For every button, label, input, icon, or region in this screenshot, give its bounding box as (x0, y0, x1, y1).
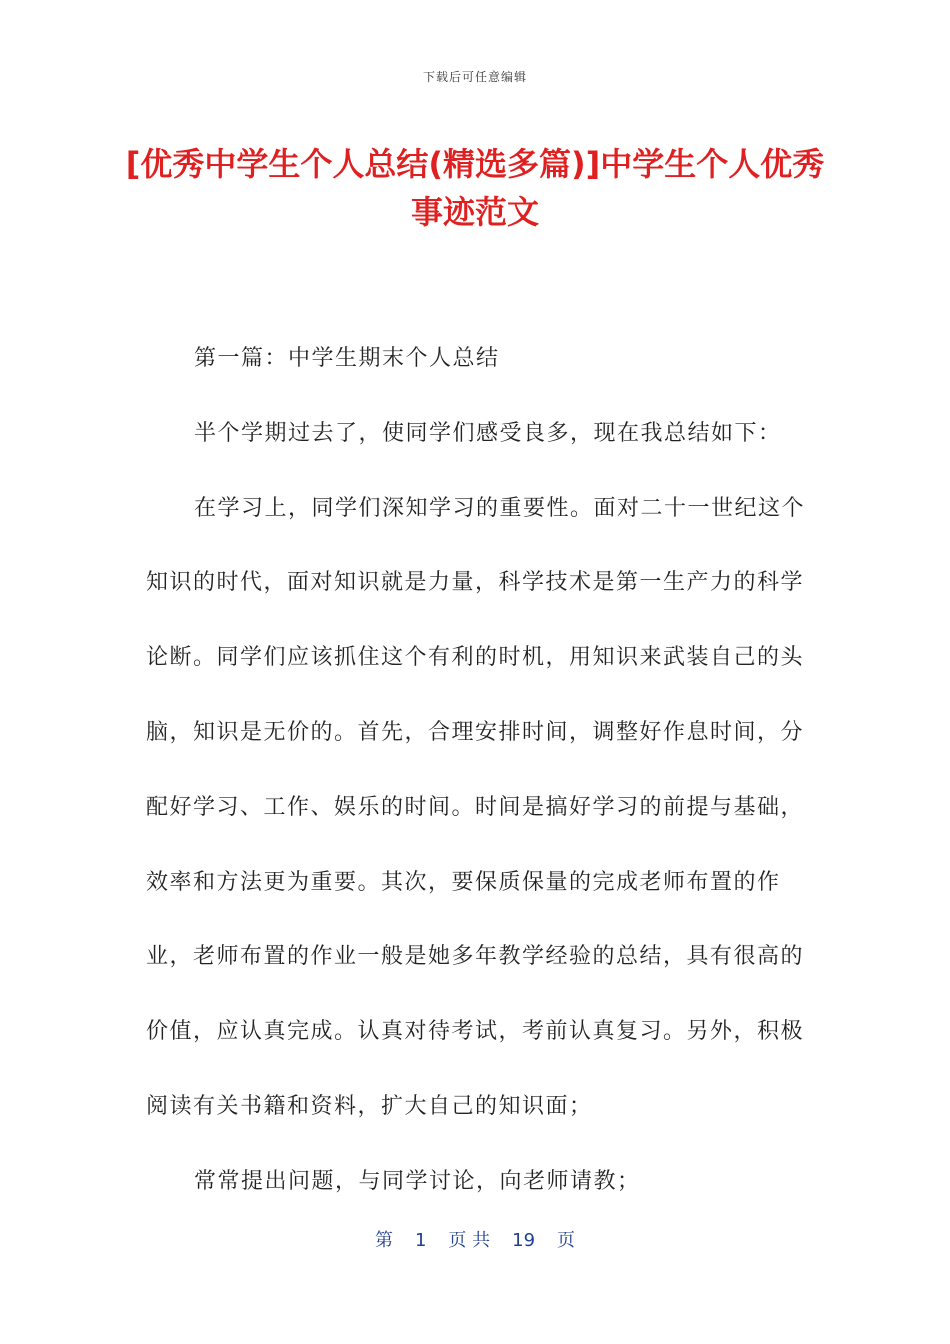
footer-suffix: 页 (557, 1230, 576, 1251)
paragraph: 常常提出问题，与同学讨论，向老师请教； (194, 1168, 641, 1194)
header-note: 下载后可任意编辑 (422, 70, 527, 84)
footer-current-page: 1 (414, 1230, 427, 1251)
paragraph: 半个学期过去了，使同学们感受良多，现在我总结如下： (194, 420, 782, 446)
paragraph: 在学习上，同学们深知学习的重要性。面对二十一世纪这个知识的时代，面对知识就是力量，科学技术是第一生产力的科学论断。同学们应该抓住这个有利的时机，用知识来武装自己的头脑，知识是无价的。首先，合理安排时间，调整好作息时间，分配好学习、工作、娱乐的时间。时间是搞好学习的前提与基础，效率和方法更为重要。其次，要保质保量的完成老师布置的作业，老师布置的作业一般是她多年教学经验的总结，具有很高的价值，应认真完成。认真对待考试，考前认真复习。另外，积极阅读有关书籍和资料，扩大自己的知识面； (146, 495, 806, 1119)
document-title: [优秀中学生个人总结(精选多篇)]中学生个人优秀事迹范文 (125, 145, 825, 231)
document-body (146, 322, 810, 1220)
footer-total-pages: 19 (512, 1230, 536, 1251)
footer-prefix: 第 (374, 1230, 393, 1251)
section-heading: 第一篇：中学生期末个人总结 (194, 346, 500, 371)
footer-middle: 页 共 (448, 1230, 491, 1251)
page-footer (0, 1226, 950, 1252)
